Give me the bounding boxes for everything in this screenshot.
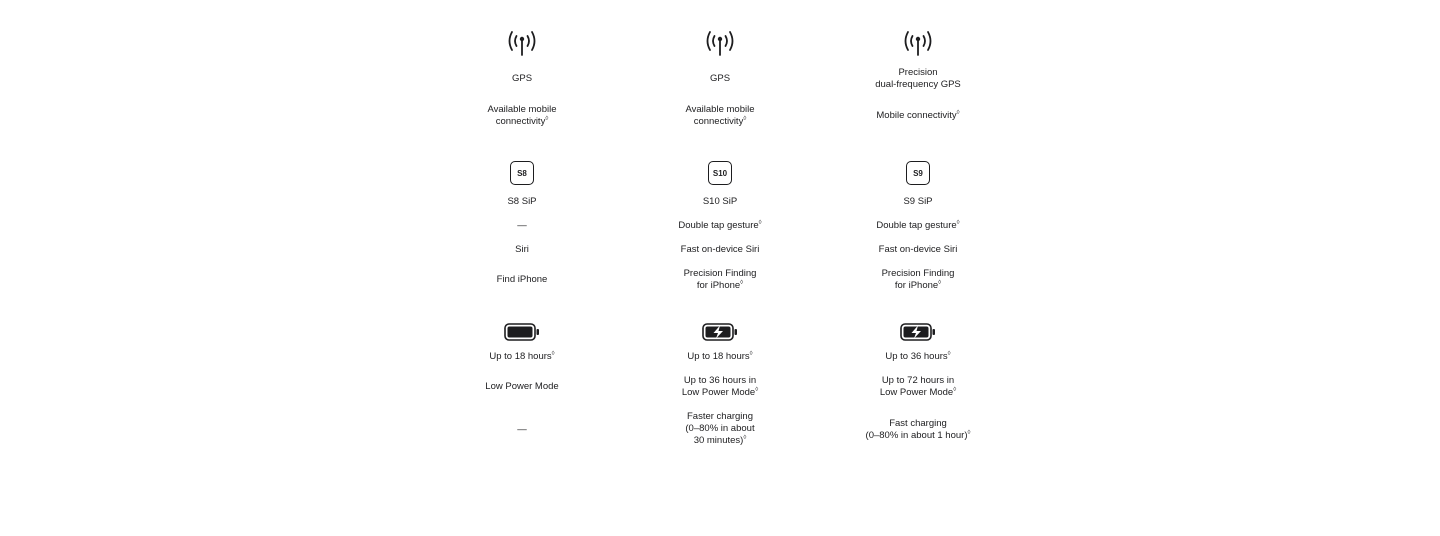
low-power-text: Up to 36 hours in Low Power Mode◊ [681,375,759,398]
gesture-text: — [517,220,527,231]
chip-label: S10 [708,161,732,185]
connectivity-text: Available mobile connectivity◊ [487,104,557,127]
chip-label: S9 [906,161,930,185]
charging-text: Fast charging (0–80% in about 1 hour)◊ [865,418,971,441]
siri-text: Fast on-device Siri [878,244,958,255]
chip-text: S8 SiP [507,196,537,207]
low-power-text: Up to 72 hours in Low Power Mode◊ [879,375,957,398]
gesture-text: Double tap gesture◊ [678,219,762,231]
siri-text: Fast on-device Siri [680,244,760,255]
antenna-icon [442,28,602,56]
connectivity-text: Available mobile connectivity◊ [685,104,755,127]
siri-text: Siri [515,244,529,255]
chip-text: S9 SiP [903,196,933,207]
battery-text: Up to 18 hours◊ [687,350,753,362]
antenna-icon [838,28,998,56]
chip-icon [442,161,602,185]
finding-text: Precision Finding for iPhone◊ [881,268,955,291]
low-power-text: Low Power Mode [485,381,559,392]
gps-text: GPS [511,73,533,84]
battery-text: Up to 36 hours◊ [885,350,951,362]
chip-icon [838,161,998,185]
finding-text: Find iPhone [496,274,548,285]
chip-icon [640,161,800,185]
charging-text: — [517,424,527,435]
charging-text: Faster charging (0–80% in about 30 minutes)◊ [685,411,755,446]
chip-text: S10 SiP [702,196,738,207]
battery-charging-icon [838,323,998,341]
gps-text: Precision dual-frequency GPS [875,67,961,90]
gesture-text: Double tap gesture◊ [876,219,960,231]
connectivity-text: Mobile connectivity◊ [876,109,960,121]
antenna-icon [640,28,800,56]
battery-full-icon [442,323,602,341]
gps-text: GPS [709,73,731,84]
battery-charging-icon [640,323,800,341]
finding-text: Precision Finding for iPhone◊ [683,268,757,291]
chip-label: S8 [510,161,534,185]
battery-text: Up to 18 hours◊ [489,350,555,362]
